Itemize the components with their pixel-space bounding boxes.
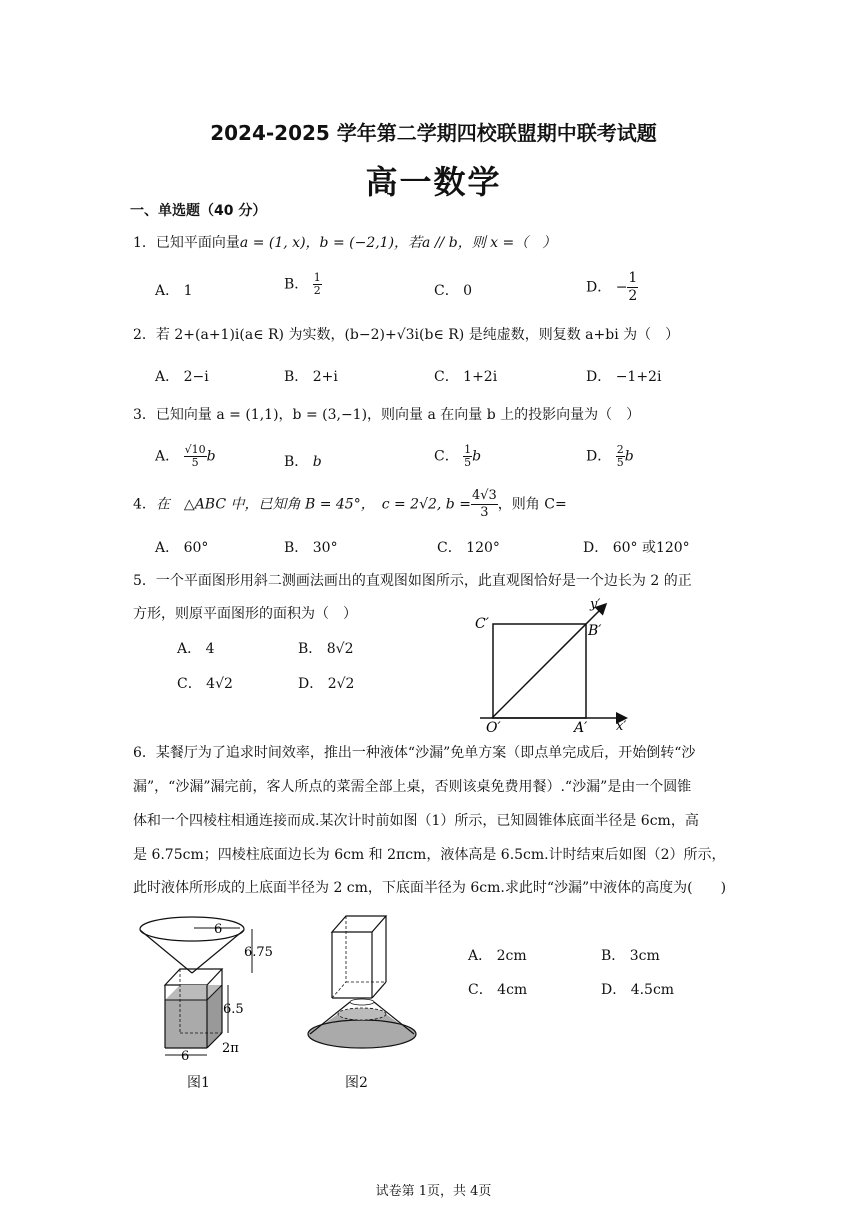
exam-title: 2024-2025 学年第二学期四校联盟期中联考试题 [210, 121, 657, 145]
page-footer: 试卷第 1页，共 4页 [375, 1184, 492, 1199]
q1-option-d: D． − $\frac{1}{2}$ [586, 270, 638, 304]
q6-figure-1 [130, 905, 290, 1075]
dim-base-depth: 2π [222, 1041, 239, 1056]
label-o: O′ [486, 720, 501, 735]
q4-option-a: A． 60° [155, 540, 209, 556]
q6-option-b: B． 3cm [601, 948, 660, 964]
question-5-line2: 方形，则原平面图形的面积为（ ） [133, 606, 357, 622]
question-6-line3: 体和一个四棱柱相通连接而成.某次计时前如图（1）所示，已知圆锥体底面半径是 6cm，高 [133, 813, 699, 829]
dim-base-width: 6 [181, 1049, 190, 1064]
q3-option-c: C． $\frac{1}{5}$ b [434, 443, 482, 469]
question-3-stem: 3．已知向量 a = (1,1)，b = (3,−1)，则向量 a 在向量 b 上的投影向量为（ ） [133, 407, 641, 423]
figure-1-caption: 图1 [187, 1075, 210, 1091]
q4-option-b: B． 30° [284, 540, 338, 556]
q5-option-d: D． 2√2 [298, 676, 355, 692]
q6-option-c: C． 4cm [468, 982, 528, 998]
q6-option-d: D． 4.5cm [601, 982, 675, 998]
q6-figure-2 [300, 910, 420, 1055]
question-6-line5: 此时液体所形成的上底面半径为 2 cm，下底面半径为 6cm.求此时“沙漏”中液体的高度为( ) [133, 880, 727, 896]
q5-figure-square [470, 595, 640, 735]
figure-2-caption: 图2 [345, 1075, 368, 1091]
question-6-line2: 漏”，“沙漏”漏完前，客人所点的菜需全部上桌，否则该桌免费用餐）.“沙漏”是由一个圆锥 [133, 779, 692, 795]
q3-option-b: B． b [284, 454, 322, 470]
q3-option-d: D． $\frac{2}{5}$ b [586, 443, 634, 469]
question-5-line1: 5．一个平面图形用斜二测画法画出的直观图如图所示，此直观图恰好是一个边长为 2 的正 [133, 573, 692, 589]
q1-option-a: A． 1 [155, 283, 193, 299]
q6-option-a: A． 2cm [468, 948, 527, 964]
q2-option-a: A． 2−i [155, 369, 209, 385]
question-number: 1． [133, 235, 156, 251]
q5-option-c: C． 4√2 [177, 676, 233, 692]
q4-option-c: C． 120° [437, 540, 500, 556]
section-heading: 一、单选题（40 分） [130, 203, 267, 219]
label-b: B′ [588, 623, 602, 639]
q5-option-b: B． 8√2 [298, 641, 354, 657]
question-1-stem: 1．已知平面向量a = (1, x)，b = (−2,1)，若a // b，则 x =（ ） [133, 235, 557, 251]
q5-option-a: A． 4 [177, 641, 215, 657]
q2-option-d: D． −1+2i [586, 369, 662, 385]
dim-cone-height: 6.75 [244, 945, 273, 960]
question-4-stem: 4．在 △ABC 中，已知角 B = 45°， c = 2√2, b = $\frac{4√3}{3}$ ，则角 C= [133, 488, 567, 520]
question-6-line1: 6．某餐厅为了追求时间效率，推出一种液体“沙漏”免单方案（即点单完成后，开始倒转“沙 [133, 745, 696, 761]
q3-option-a: A． $\frac{√10}{5}$ b [155, 443, 216, 469]
dim-liquid-height: 6.5 [223, 1002, 244, 1017]
label-c: C′ [475, 616, 489, 632]
q2-option-b: B． 2+i [284, 369, 338, 385]
label-y: y′ [590, 597, 601, 612]
cone-top [140, 917, 244, 941]
subject-title: 高一数学 [365, 163, 502, 201]
label-x: x′ [616, 719, 627, 734]
dim-cone-radius: 6 [214, 922, 223, 937]
q1-option-b: B． $\frac{1}{2}$ [284, 271, 321, 297]
question-6-line4: 是 6.75cm；四棱柱底面边长为 6cm 和 2πcm，液体高是 6.5cm.计时结束后如图（2）所示， [133, 847, 726, 863]
y-axis [492, 605, 605, 718]
q2-option-c: C． 1+2i [434, 369, 498, 385]
q1-option-c: C． 0 [434, 283, 473, 299]
label-a: A′ [574, 720, 588, 735]
q4-option-d: D． 60° 或120° [583, 540, 690, 556]
question-2-stem: 2．若 2+(a+1)i(a∈ R) 为实数，(b−2)+√3i(b∈ R) 是纯虚数，则复数 a+bi 为（ ） [133, 327, 680, 343]
